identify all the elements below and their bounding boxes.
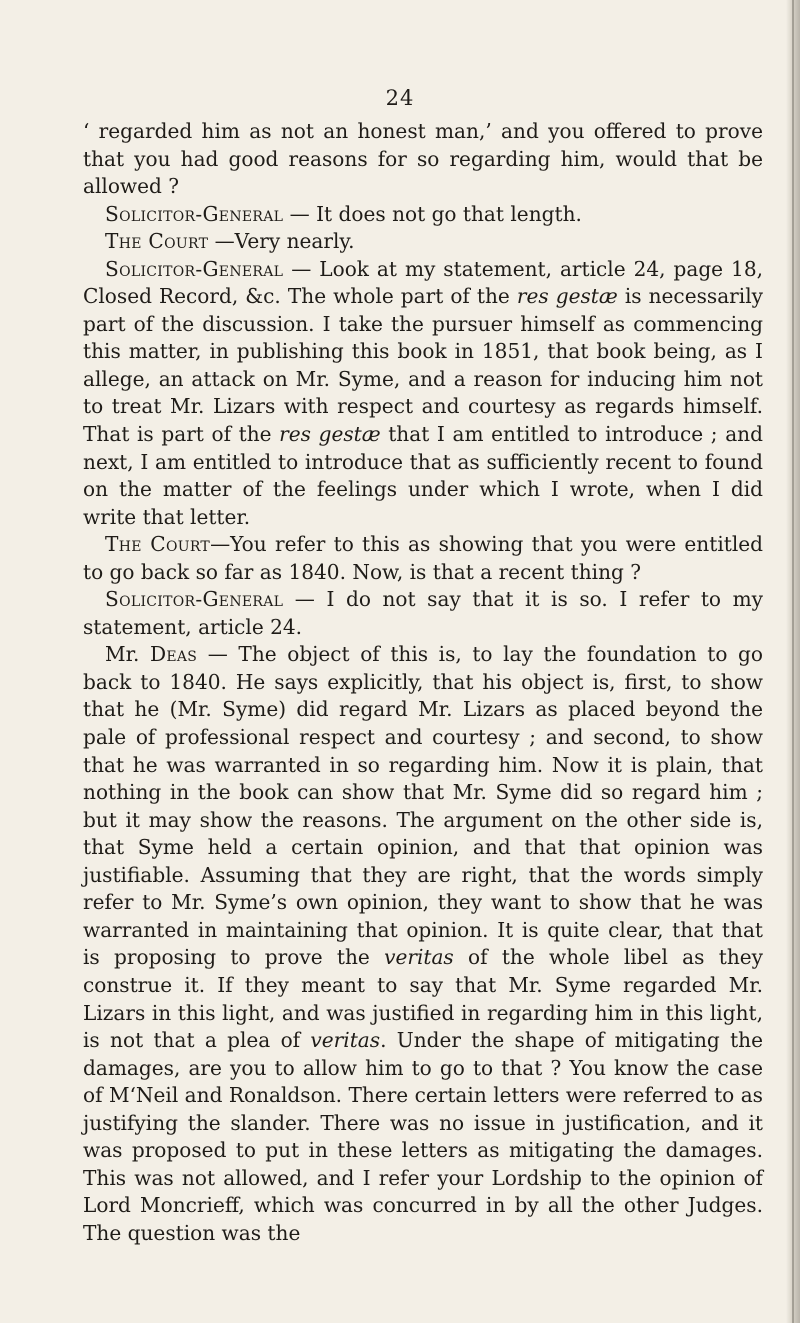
paragraph-mr-deas: [83, 641, 763, 1247]
latin-term: res gestæ: [279, 422, 381, 447]
paragraph-text: — It does not go that length.: [283, 201, 582, 226]
speaker-prefix: Mr.: [105, 642, 150, 667]
paragraph-text: — The object of this is, to lay the foundation to go back to 1840. He says explicitly, that his object is, first, to show that he (Mr. Syme) did regard Mr. Lizars as placed beyond the pale of professional respect and courtesy ; and second, to show that he was warranted in so regarding him. Now it is plain, that nothing in the book can show that Mr. Syme did so regard him ; but it may show the reasons. The argument on the other side is, that Syme held a certain opinion, and that that opinion was justifiable. Assuming that they are right, that the words simply refer to Mr. Syme’s own opinion, they want to show that he was warranted in maintaining that opinion. It is quite clear, that that is proposing to prove the: [83, 642, 763, 970]
paragraph-solicitor-general-3: [83, 586, 763, 641]
speaker-name: Solicitor-General: [105, 201, 284, 226]
paragraph-continuation: [83, 118, 763, 201]
paragraph-text: ‘ regarded him as not an honest man,’ and you offered to prove that you had good reasons for so regarding him, would that be allowed ?: [83, 119, 763, 199]
latin-term: res gestæ: [516, 284, 618, 309]
speaker-name: Solicitor-General: [105, 256, 284, 281]
paragraph-court-2: [83, 531, 763, 586]
speaker-name: The Court: [105, 229, 209, 254]
speaker-name: The Court: [105, 532, 211, 557]
paragraph-solicitor-general-1: [83, 201, 763, 229]
paragraph-text: that I am entitled to introduce ; and next, I am entitled to introduce that as sufficiently recent to found on the matter of the feelings under which I wrote, when I did write that letter.: [83, 422, 763, 529]
body-text: [83, 118, 763, 1247]
speaker-name: Deas: [149, 642, 198, 667]
paragraph-text: —Very nearly.: [208, 229, 355, 254]
paragraph-court-1: [83, 228, 763, 256]
paragraph-text: — I do not say that it is so. I refer to my statement, article 24.: [83, 587, 763, 639]
page-number: 24: [385, 86, 415, 110]
paragraph-text: of the whole libel as they construe it. If they meant to say that Mr. Syme regarded Mr. Lizars in this light, and was justified in regarding him in this light, is not that a plea of: [83, 945, 763, 1053]
speaker-name: Solicitor-General: [105, 587, 284, 612]
paragraph-text: is necessarily part of the discussion. I take the pursuer himself as commencing this matter, in publishing this book in 1851, that book being, as I allege, an attack on Mr. Syme, and a reason for inducing him not to treat Mr. Lizars with respect and courtesy as regards himself. That is part of the: [83, 284, 763, 447]
page-edge-line: [792, 0, 794, 1323]
paragraph-text: —You refer to this as showing that you were entitled to go back so far as 1840. Now, is that a recent thing ?: [83, 532, 763, 584]
latin-term: veritas: [310, 1028, 381, 1053]
latin-term: veritas: [384, 945, 454, 970]
paragraph-text: . Under the shape of mitigating the damages, are you to allow him to go to that ? You know the case of M‘Neil and Ronaldson. There certain letters were referred to as justifying the slander. There was no issue in justification, and it was proposed to put in these letters as mitigating the damages. This was not allowed, and I refer your Lordship to the opinion of Lord Moncrieff, which was concurred in by all the other Judges. The question was the: [83, 1028, 763, 1245]
paragraph-solicitor-general-2: [83, 256, 763, 531]
paragraph-text: — Look at my statement, article 24, page 18, Closed Record, &c. The whole part of the: [83, 256, 763, 309]
